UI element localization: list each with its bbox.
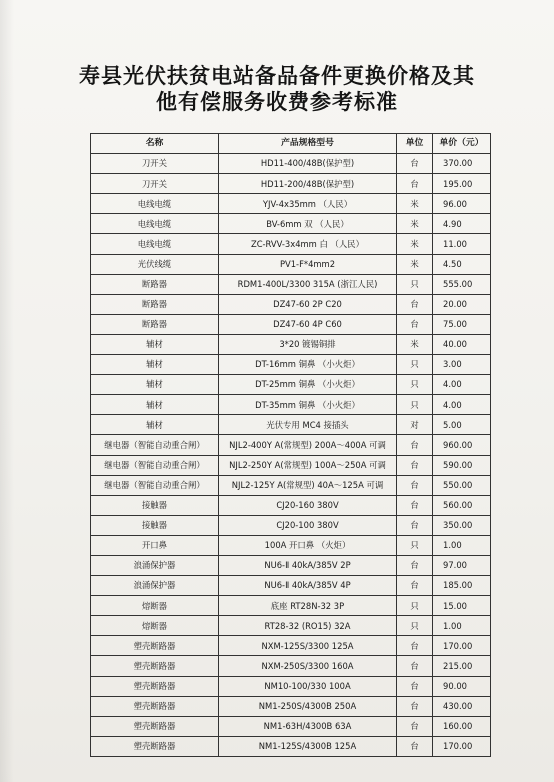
cell-price: 3.00 — [433, 355, 491, 375]
cell-price: 160.00 — [433, 716, 491, 736]
cell-name: 刀开关 — [91, 154, 219, 174]
cell-price: 4.00 — [433, 375, 491, 395]
cell-name: 接触器 — [91, 515, 219, 535]
cell-price: 40.00 — [433, 334, 491, 354]
cell-unit: 台 — [397, 515, 433, 535]
table-row — [91, 395, 491, 415]
cell-name: 继电器（智能自动重合闸） — [91, 435, 219, 455]
document-title-line-2: 他有偿服务收费参考标准 — [156, 89, 398, 114]
cell-unit: 台 — [397, 435, 433, 455]
table-row — [91, 174, 491, 194]
cell-price: 590.00 — [433, 455, 491, 475]
cell-spec: DZ47-60 2P C20 — [219, 294, 397, 314]
cell-spec: NM1-250S/4300B 250A — [219, 696, 397, 716]
cell-unit: 台 — [397, 495, 433, 515]
cell-spec: RDM1-400L/3300 315A (浙江人民) — [219, 274, 397, 294]
table-row — [91, 455, 491, 475]
header-name: 名称 — [91, 134, 219, 154]
cell-price: 75.00 — [433, 314, 491, 334]
header-price: 单价（元） — [433, 134, 491, 154]
cell-unit: 台 — [397, 555, 433, 575]
cell-price: 350.00 — [433, 515, 491, 535]
cell-price: 11.00 — [433, 234, 491, 254]
table-row — [91, 656, 491, 676]
table-row — [91, 314, 491, 334]
cell-price: 215.00 — [433, 656, 491, 676]
cell-spec: NJL2-250Y A(常规型) 100A～250A 可调 — [219, 455, 397, 475]
cell-name: 辅材 — [91, 355, 219, 375]
table-row — [91, 415, 491, 435]
cell-spec: NU6-Ⅱ 40kA/385V 2P — [219, 555, 397, 575]
cell-price: 97.00 — [433, 555, 491, 575]
cell-price: 195.00 — [433, 174, 491, 194]
cell-name: 浪涌保护器 — [91, 555, 219, 575]
cell-unit: 只 — [397, 274, 433, 294]
table-row — [91, 535, 491, 555]
cell-name: 电线电缆 — [91, 234, 219, 254]
cell-name: 塑壳断路器 — [91, 736, 219, 756]
cell-name: 刀开关 — [91, 174, 219, 194]
cell-spec: HD11-200/48B(保护型) — [219, 174, 397, 194]
table-row — [91, 515, 491, 535]
cell-price: 4.50 — [433, 254, 491, 274]
cell-spec: CJ20-100 380V — [219, 515, 397, 535]
cell-spec: RT28-32 (RO15) 32A — [219, 616, 397, 636]
cell-unit: 只 — [397, 395, 433, 415]
cell-price: 560.00 — [433, 495, 491, 515]
cell-name: 继电器（智能自动重合闸） — [91, 475, 219, 495]
cell-unit: 台 — [397, 656, 433, 676]
cell-unit: 米 — [397, 234, 433, 254]
cell-name: 浪涌保护器 — [91, 576, 219, 596]
cell-price: 370.00 — [433, 154, 491, 174]
table-row — [91, 214, 491, 234]
cell-price: 170.00 — [433, 736, 491, 756]
header-spec: 产品规格型号 — [219, 134, 397, 154]
cell-name: 开口鼻 — [91, 535, 219, 555]
cell-spec: CJ20-160 380V — [219, 495, 397, 515]
table-row — [91, 636, 491, 656]
table-row — [91, 696, 491, 716]
cell-unit: 台 — [397, 676, 433, 696]
cell-spec: 3*20 镀锡铜排 — [219, 334, 397, 354]
cell-spec: DT-35mm 铜鼻 （小火炬） — [219, 395, 397, 415]
cell-price: 960.00 — [433, 435, 491, 455]
cell-name: 辅材 — [91, 415, 219, 435]
cell-unit: 台 — [397, 475, 433, 495]
cell-price: 20.00 — [433, 294, 491, 314]
cell-name: 断路器 — [91, 314, 219, 334]
cell-name: 电线电缆 — [91, 194, 219, 214]
cell-name: 塑壳断路器 — [91, 696, 219, 716]
cell-spec: 光伏专用 MC4 接插头 — [219, 415, 397, 435]
cell-spec: NM1-63H/4300B 63A — [219, 716, 397, 736]
cell-unit: 米 — [397, 214, 433, 234]
table-header-row — [91, 134, 491, 154]
cell-name: 辅材 — [91, 334, 219, 354]
cell-spec: NJL2-125Y A(常规型) 40A～125A 可调 — [219, 475, 397, 495]
cell-spec: HD11-400/48B(保护型) — [219, 154, 397, 174]
cell-name: 辅材 — [91, 375, 219, 395]
table-row — [91, 596, 491, 616]
cell-spec: DT-16mm 铜鼻 （小火炬） — [219, 355, 397, 375]
cell-price: 170.00 — [433, 636, 491, 656]
cell-spec: YJV-4x35mm （人民） — [219, 194, 397, 214]
cell-unit: 只 — [397, 535, 433, 555]
table-row — [91, 716, 491, 736]
cell-unit: 米 — [397, 194, 433, 214]
cell-price: 430.00 — [433, 696, 491, 716]
table-row — [91, 616, 491, 636]
cell-spec: NXM-250S/3300 160A — [219, 656, 397, 676]
cell-unit: 只 — [397, 616, 433, 636]
page-edge-shadow — [0, 0, 14, 782]
cell-unit: 米 — [397, 334, 433, 354]
cell-unit: 台 — [397, 294, 433, 314]
cell-spec: 底座 RT28N-32 3P — [219, 596, 397, 616]
cell-price: 96.00 — [433, 194, 491, 214]
table-row — [91, 576, 491, 596]
cell-unit: 只 — [397, 355, 433, 375]
cell-name: 熔断器 — [91, 616, 219, 636]
cell-name: 电线电缆 — [91, 214, 219, 234]
table-row — [91, 294, 491, 314]
table-row — [91, 194, 491, 214]
table-row — [91, 375, 491, 395]
price-table — [90, 133, 491, 757]
cell-unit: 米 — [397, 254, 433, 274]
table-body — [91, 154, 491, 757]
cell-unit: 台 — [397, 636, 433, 656]
cell-price: 90.00 — [433, 676, 491, 696]
table-row — [91, 234, 491, 254]
cell-name: 光伏线缆 — [91, 254, 219, 274]
table-row — [91, 355, 491, 375]
document-title-line-1: 寿县光伏扶贫电站备品备件更换价格及其 — [79, 63, 475, 88]
cell-unit: 只 — [397, 596, 433, 616]
table-row — [91, 154, 491, 174]
cell-name: 塑壳断路器 — [91, 676, 219, 696]
cell-spec: DZ47-60 4P C60 — [219, 314, 397, 334]
cell-price: 550.00 — [433, 475, 491, 495]
cell-spec: PV1-F*4mm2 — [219, 254, 397, 274]
cell-price: 1.00 — [433, 616, 491, 636]
cell-spec: BV-6mm 双 （人民） — [219, 214, 397, 234]
table-row — [91, 475, 491, 495]
cell-unit: 台 — [397, 314, 433, 334]
cell-unit: 台 — [397, 736, 433, 756]
table-row — [91, 736, 491, 756]
cell-name: 辅材 — [91, 395, 219, 415]
table-row — [91, 254, 491, 274]
cell-spec: NJL2-400Y A(常规型) 200A～400A 可调 — [219, 435, 397, 455]
table-row — [91, 274, 491, 294]
cell-unit: 台 — [397, 716, 433, 736]
cell-name: 接触器 — [91, 495, 219, 515]
cell-price: 5.00 — [433, 415, 491, 435]
cell-name: 塑壳断路器 — [91, 656, 219, 676]
table-row — [91, 676, 491, 696]
cell-name: 继电器（智能自动重合闸） — [91, 455, 219, 475]
cell-name: 塑壳断路器 — [91, 636, 219, 656]
cell-price: 4.00 — [433, 395, 491, 415]
cell-spec: NM1-125S/4300B 125A — [219, 736, 397, 756]
table-row — [91, 334, 491, 354]
cell-spec: ZC-RVV-3x4mm 白 （人民） — [219, 234, 397, 254]
cell-unit: 台 — [397, 696, 433, 716]
cell-unit: 台 — [397, 576, 433, 596]
cell-name: 断路器 — [91, 294, 219, 314]
cell-price: 4.90 — [433, 214, 491, 234]
cell-unit: 台 — [397, 455, 433, 475]
cell-unit: 只 — [397, 375, 433, 395]
cell-name: 塑壳断路器 — [91, 716, 219, 736]
cell-spec: NXM-125S/3300 125A — [219, 636, 397, 656]
cell-price: 1.00 — [433, 535, 491, 555]
cell-spec: 100A 开口鼻 （火炬） — [219, 535, 397, 555]
cell-price: 185.00 — [433, 576, 491, 596]
cell-unit: 台 — [397, 154, 433, 174]
cell-spec: NM10-100/330 100A — [219, 676, 397, 696]
cell-spec: DT-25mm 铜鼻 （小火炬） — [219, 375, 397, 395]
cell-unit: 台 — [397, 174, 433, 194]
table-row — [91, 435, 491, 455]
cell-spec: NU6-Ⅱ 40kA/385V 4P — [219, 576, 397, 596]
cell-name: 断路器 — [91, 274, 219, 294]
cell-unit: 对 — [397, 415, 433, 435]
table-row — [91, 495, 491, 515]
cell-price: 555.00 — [433, 274, 491, 294]
cell-price: 15.00 — [433, 596, 491, 616]
cell-name: 熔断器 — [91, 596, 219, 616]
table-row — [91, 555, 491, 575]
header-unit: 单位 — [397, 134, 433, 154]
